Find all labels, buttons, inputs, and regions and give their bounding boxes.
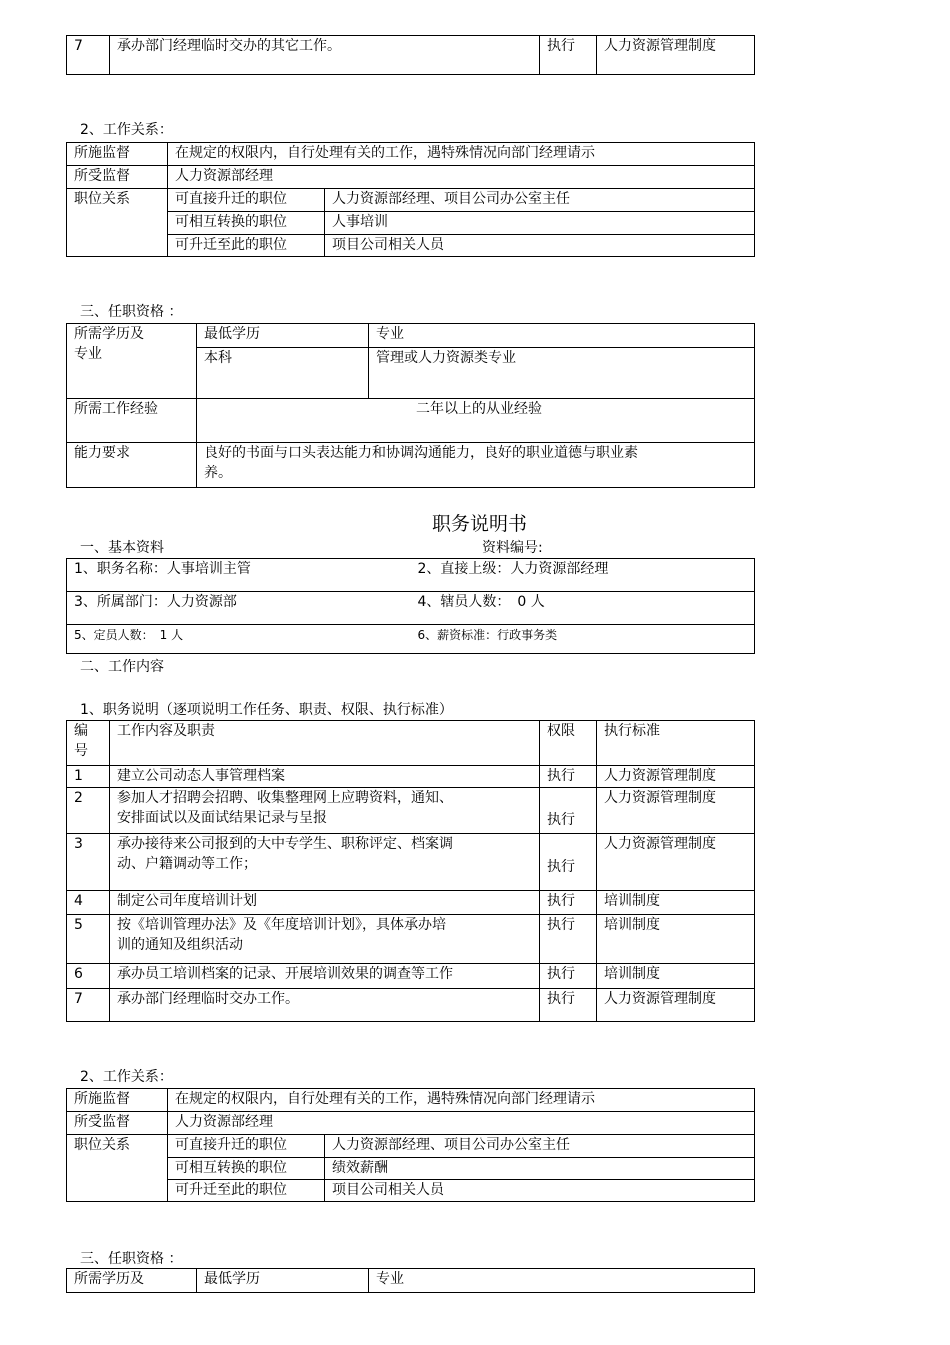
- promote-from-value: 项目公司相关人员: [325, 235, 755, 257]
- duty-standard: 人力资源管理制度: [597, 834, 755, 891]
- experience-value: 二年以上的从业经验: [197, 399, 755, 443]
- duty-num: 1: [67, 766, 110, 788]
- department: 3、所属部门：人力资源部: [67, 592, 411, 625]
- duty-authority: 执行: [540, 964, 597, 989]
- header-num-line2: 号: [74, 743, 88, 759]
- duty-standard: 培训制度: [597, 964, 755, 989]
- work-relation-table: [66, 142, 755, 257]
- work-content-heading: 二、工作内容: [80, 659, 164, 675]
- promote-label: 可直接升迁的职位: [168, 1135, 325, 1158]
- duty-content-line2: 动、户籍调动等工作；: [117, 856, 257, 872]
- table-row: [67, 212, 755, 235]
- major-label: 专业: [369, 1269, 755, 1293]
- duty-standard: 人力资源管理制度: [597, 788, 755, 834]
- ability-label: 能力要求: [67, 443, 197, 488]
- major-value: 管理或人力资源类专业: [369, 348, 755, 399]
- basic-info-table: [66, 558, 755, 654]
- education-label: [67, 324, 197, 399]
- salary-standard: 6、薪资标准：行政事务类: [411, 625, 755, 654]
- promote-from-label: 可升迁至此的职位: [168, 1180, 325, 1202]
- headcount: 5、定员人数： 1 人: [67, 625, 411, 654]
- duty-authority: 执行: [540, 766, 597, 788]
- table-row: [67, 1180, 755, 1202]
- duty-num: 6: [67, 964, 110, 989]
- supervised-label: 所受监督: [67, 166, 168, 189]
- ability-line1: 良好的书面与口头表达能力和协调沟通能力，良好的职业道德与职业素: [204, 445, 638, 461]
- table-row: [67, 1158, 755, 1180]
- transfer-value: 人事培训: [325, 212, 755, 235]
- ability-value: [197, 443, 755, 488]
- duty-authority: 执行: [540, 989, 597, 1022]
- education-label-line1: 所需学历及: [74, 326, 144, 342]
- duty-authority: 执行: [540, 834, 597, 891]
- supervised-value: 人力资源部经理: [168, 1112, 755, 1135]
- duty-num: 7: [67, 989, 110, 1022]
- promote-from-label: 可升迁至此的职位: [168, 235, 325, 257]
- duty-table-continued: [66, 35, 755, 75]
- qualification-heading-2: 三、任职资格 ：: [80, 1251, 183, 1267]
- promote-from-value: 项目公司相关人员: [325, 1180, 755, 1202]
- header-num-line1: 编: [74, 723, 88, 739]
- duty-standard: 人力资源管理制度: [597, 989, 755, 1022]
- basic-info-heading: 一、基本资料: [80, 540, 164, 556]
- duty-content: 制定公司年度培训计划: [110, 891, 540, 915]
- duty-content: [110, 788, 540, 834]
- supervise-value: 在规定的权限内，自行处理有关的工作，遇特殊情况向部门经理请示: [168, 143, 755, 166]
- duty-content-line1: 参加人才招聘会招聘、收集整理网上应聘资料，通知、: [117, 790, 453, 806]
- duty-content-line1: 按《培训管理办法》及《年度培训计划》，具体承办培: [117, 917, 446, 933]
- qualification-heading: 三、任职资格 ：: [80, 304, 183, 320]
- header-standard: 执行标准: [597, 721, 755, 766]
- table-row: [67, 235, 755, 257]
- duty-num: 2: [67, 788, 110, 834]
- header-content: 工作内容及职责: [110, 721, 540, 766]
- subordinate-count: 4、辖员人数： 0 人: [411, 592, 755, 625]
- duty-content: [110, 915, 540, 964]
- supervised-value: 人力资源部经理: [168, 166, 755, 189]
- table-row: [67, 964, 755, 989]
- table-row: [67, 399, 755, 443]
- table-row: [67, 891, 755, 915]
- supervise-value: 在规定的权限内，自行处理有关的工作，遇特殊情况向部门经理请示: [168, 1089, 755, 1112]
- promote-label: 可直接升迁的职位: [168, 189, 325, 212]
- supervise-label: 所施监督: [67, 143, 168, 166]
- qualification-table-2: [66, 1268, 755, 1293]
- duty-standard: 培训制度: [597, 915, 755, 964]
- table-row: [67, 166, 755, 189]
- promote-value: 人力资源部经理、项目公司办公室主任: [325, 1135, 755, 1158]
- duty-authority: 执行: [540, 891, 597, 915]
- duty-standard: 人力资源管理制度: [597, 36, 755, 75]
- document-title: 职务说明书: [432, 513, 528, 535]
- table-row: [67, 834, 755, 891]
- education-label: 所需学历及: [67, 1269, 197, 1293]
- duty-num: 3: [67, 834, 110, 891]
- duty-authority: 执行: [540, 36, 597, 75]
- direct-superior: 2、直接上级：人力资源部经理: [411, 559, 755, 592]
- duty-content: [110, 834, 540, 891]
- table-row: [67, 143, 755, 166]
- transfer-value: 绩效薪酬: [325, 1158, 755, 1180]
- table-row: [67, 1089, 755, 1112]
- position-relation-label: 职位关系: [67, 1135, 168, 1202]
- min-education-label: 最低学历: [197, 1269, 369, 1293]
- table-row: [67, 189, 755, 212]
- duty-content: 承办部门经理临时交办的其它工作。: [110, 36, 540, 75]
- table-row: [67, 788, 755, 834]
- education-label-line2: 专业: [74, 346, 102, 362]
- work-relation-heading-2: 2、工作关系：: [80, 1069, 173, 1085]
- duty-table: [66, 720, 755, 1022]
- duty-content-line2: 安排面试以及面试结果记录与呈报: [117, 810, 327, 826]
- table-row: [67, 721, 755, 766]
- duty-content: 建立公司动态人事管理档案: [110, 766, 540, 788]
- transfer-label: 可相互转换的职位: [168, 212, 325, 235]
- header-num: [67, 721, 110, 766]
- ability-line2: 养。: [204, 465, 232, 481]
- table-row: [67, 989, 755, 1022]
- min-education-value: 本科: [197, 348, 369, 399]
- table-row: [67, 1269, 755, 1293]
- duty-standard: 人力资源管理制度: [597, 766, 755, 788]
- table-row: [67, 1135, 755, 1158]
- position-relation-label: 职位关系: [67, 189, 168, 257]
- work-relation-heading: 2、工作关系：: [80, 122, 173, 138]
- duty-num: 7: [67, 36, 110, 75]
- job-name: 1、职务名称：人事培训主管: [67, 559, 411, 592]
- header-authority: 权限: [540, 721, 597, 766]
- doc-number-label: 资料编号:: [482, 540, 543, 556]
- duty-description-heading: 1、职务说明（逐项说明工作任务、职责、权限、执行标准）: [80, 702, 453, 718]
- promote-value: 人力资源部经理、项目公司办公室主任: [325, 189, 755, 212]
- table-row: [67, 443, 755, 488]
- duty-content: 承办部门经理临时交办工作。: [110, 989, 540, 1022]
- duty-content: 承办员工培训档案的记录、开展培训效果的调查等工作: [110, 964, 540, 989]
- supervised-label: 所受监督: [67, 1112, 168, 1135]
- table-row: [67, 36, 755, 75]
- duty-content-line1: 承办接待来公司报到的大中专学生、职称评定、档案调: [117, 836, 453, 852]
- table-row: [67, 915, 755, 964]
- work-relation-table-2: [66, 1088, 755, 1202]
- duty-authority: 执行: [540, 788, 597, 834]
- qualification-table: [66, 323, 755, 488]
- duty-standard: 培训制度: [597, 891, 755, 915]
- min-education-label: 最低学历: [197, 324, 369, 348]
- table-row: [67, 766, 755, 788]
- supervise-label: 所施监督: [67, 1089, 168, 1112]
- table-row: [67, 559, 755, 592]
- experience-label: 所需工作经验: [67, 399, 197, 443]
- table-row: [67, 592, 755, 625]
- duty-num: 5: [67, 915, 110, 964]
- table-row: [67, 1112, 755, 1135]
- major-label: 专业: [369, 324, 755, 348]
- duty-authority: 执行: [540, 915, 597, 964]
- duty-num: 4: [67, 891, 110, 915]
- table-row: [67, 625, 755, 654]
- table-row: [67, 324, 755, 348]
- duty-content-line2: 训的通知及组织活动: [117, 937, 243, 953]
- transfer-label: 可相互转换的职位: [168, 1158, 325, 1180]
